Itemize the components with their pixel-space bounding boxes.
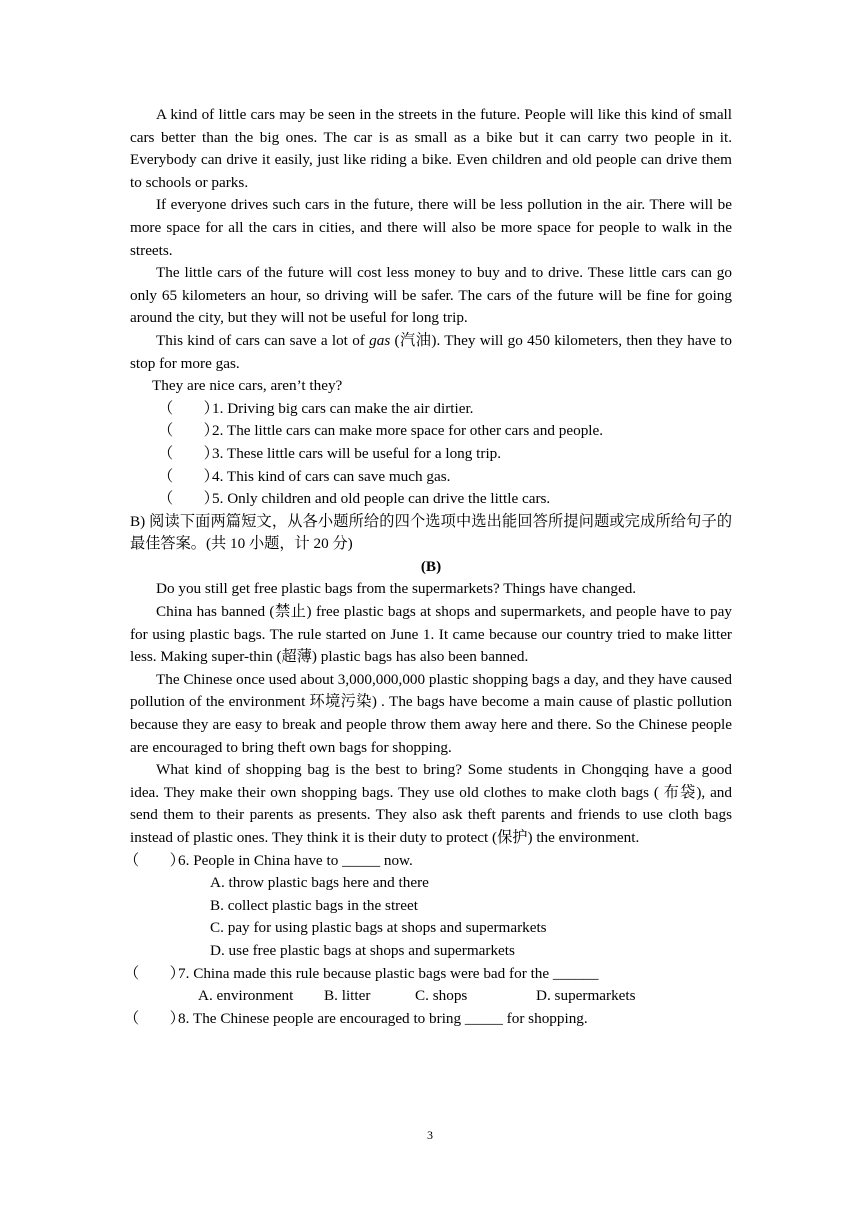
question-5 (130, 488, 732, 511)
q7-option-c: C. shops (415, 987, 468, 1005)
q6-option-a: A. throw plastic bags here and there (210, 874, 429, 892)
q7-option-d: D. supermarkets (536, 987, 636, 1005)
passage-b-paragraph-4: What kind of shopping bag is the best to bring? Some students in Chongqing have a good idea. They make their own shopping bags. They use old clothes to make cloth bags ( 布袋), and send them to their parents as presents. They also ask theft parents and friends to use cloth bags instead of plastic ones. They think it is their duty to protect (保护) the environment. (130, 761, 732, 846)
question-3 (130, 443, 732, 466)
answer-bracket: （ ） (124, 964, 185, 982)
question-7 (124, 963, 732, 986)
question-text: 1. Driving big cars can make the air dirtier. (212, 399, 474, 417)
gas-para-after: (汽油). They will go 450 kilometers, then they have to stop for more gas. (130, 331, 732, 372)
question-text: 6. People in China have to _____ now. (178, 851, 413, 869)
question-text: 5. Only children and old people can drive the little cars. (212, 490, 551, 508)
answer-bracket: （ ） (158, 399, 219, 417)
gas-para-before: This kind of cars can save a lot of (156, 331, 370, 349)
answer-bracket: （ ） (124, 1009, 185, 1027)
document-page (124, 104, 732, 1030)
passage-a-paragraph-4 (130, 330, 732, 375)
passage-b-paragraph-3: The Chinese once used about 3,000,000,000 plastic shopping bags a day, and they have caused pollution of the environment 环境污染) . The bags have become a main cause of plastic pollution because they are easy to break and people throw them away here and there. So the Chinese people are encouraged to bring theft own bags for shopping. (130, 670, 732, 756)
question-4 (130, 466, 732, 489)
passage-a-closing: They are nice cars, aren’t they? (152, 377, 343, 395)
question-text: 7. China made this rule because plastic bags were bad for the ______ (178, 964, 599, 982)
answer-bracket: （ ） (158, 444, 219, 462)
answer-bracket: （ ） (158, 422, 219, 440)
question-text: 3. These little cars will be useful for a long trip. (212, 444, 502, 462)
question-text: 8. The Chinese people are encouraged to bring _____ for shopping. (178, 1009, 588, 1027)
question-1 (130, 398, 732, 421)
q7-options (130, 985, 732, 1008)
gas-word: gas (369, 331, 391, 349)
passage-b-paragraph-1: Do you still get free plastic bags from the supermarkets? Things have changed. (156, 580, 637, 598)
page-number: 3 (427, 1128, 433, 1142)
answer-bracket: （ ） (124, 851, 185, 869)
section-b-instruction: B) 阅读下面两篇短文，从各小题所给的四个选项中选出能回答所提问题或完成所给句子的最佳答案。(共 10 小题，计 20 分) (130, 512, 732, 553)
passage-a-paragraph-3: The little cars of the future will cost less money to buy and to drive. These little cars can go only 65 kilometers an hour, so driving will be safer. The cars of the future will be fine for going around the city, but they will not be useful for long trip. (130, 264, 732, 327)
q6-option-b: B. collect plastic bags in the street (210, 896, 418, 914)
passage-b-paragraph-2: China has banned (禁止) free plastic bags at shops and supermarkets, and people have to pay for using plastic bags. The rule started on June 1. It came because our country tried to make litter less. Making super-thin (超薄) plastic bags has also been banned. (130, 603, 732, 666)
q7-option-b: B. litter (324, 987, 371, 1005)
passage-a-paragraph-2: If everyone drives such cars in the future, there will be less pollution in the air. There will be more space for all the cars in cities, and there will also be more space for people to walk in the streets. (130, 196, 732, 259)
answer-bracket: （ ） (158, 467, 219, 485)
question-text: 2. The little cars can make more space for other cars and people. (212, 422, 604, 440)
answer-bracket: （ ） (158, 490, 219, 508)
passage-a-paragraph-1: A kind of little cars may be seen in the streets in the future. People will like this kind of small cars better than the big ones. The car is as small as a bike but it can carry two people in it. Everybody can drive it easily, just like riding a bike. Even children and old people can drive them to schools or parks. (130, 106, 732, 191)
q6-option-d: D. use free plastic bags at shops and supermarkets (210, 941, 515, 959)
q7-option-a: A. environment (198, 987, 294, 1005)
question-text: 4. This kind of cars can save much gas. (212, 467, 451, 485)
question-6 (124, 850, 732, 873)
question-8 (124, 1008, 732, 1031)
passage-b-heading: (B) (420, 557, 442, 575)
question-2 (130, 420, 732, 443)
q6-option-c: C. pay for using plastic bags at shops and supermarkets (210, 919, 547, 937)
